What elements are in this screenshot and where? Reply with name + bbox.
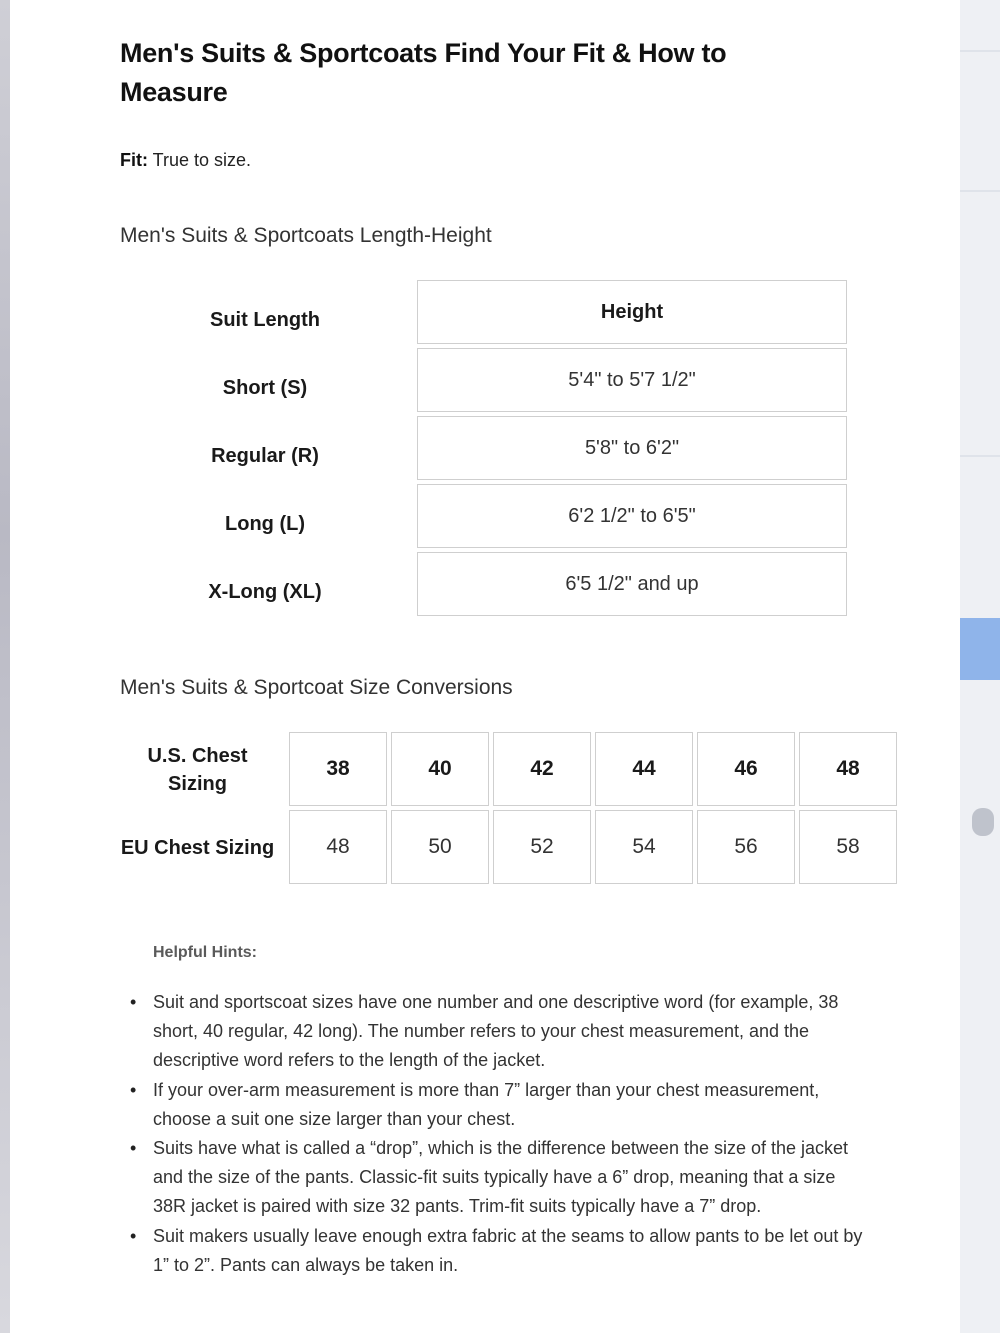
bullet-icon: • <box>130 992 137 1012</box>
hint-text: If your over-arm measurement is more than 7” larger than your chest measurement, choose a suit one size larger than your chest. <box>153 1079 820 1129</box>
background-blue-block <box>960 618 1000 680</box>
eu-size-cell: 48 <box>289 810 387 884</box>
size-guide-sheet <box>10 0 960 1333</box>
list-item <box>130 1076 863 1134</box>
us-size-cell: 46 <box>697 732 795 806</box>
fit-value: True to size. <box>152 150 252 170</box>
eu-size-cell: 54 <box>595 810 693 884</box>
height-cell: 5'8" to 6'2" <box>417 416 847 480</box>
suit-length-cell: Short (S) <box>222 376 308 399</box>
table-row <box>120 484 860 548</box>
us-size-cell: 48 <box>799 732 897 806</box>
suit-length-cell: Long (L) <box>225 512 305 535</box>
eu-size-cell: 52 <box>493 810 591 884</box>
hint-text: Suit makers usually leave enough extra fabric at the seams to allow pants to be let out by 1” to 2”. Pants can always be taken in. <box>153 1225 863 1275</box>
eu-size-cell: 58 <box>799 810 897 884</box>
column-header-height: Height <box>417 280 847 344</box>
us-chest-row <box>120 732 920 808</box>
background-scroll-thumb <box>972 808 994 836</box>
bullet-icon: • <box>130 1225 137 1246</box>
fit-label: Fit: <box>120 150 148 170</box>
background-divider <box>960 50 1000 52</box>
hint-text: Suits have what is called a “drop”, which is the difference between the size of the jacket and the size of the pants. Classic-fit suits typically have a 6” drop, meaning that a size 38R jacket is paired with size 32 pants. Trim-fit suits typically have a 7” drop. <box>153 1138 849 1217</box>
bullet-icon: • <box>130 1079 137 1100</box>
table-header-row <box>120 280 860 344</box>
height-cell: 6'5 1/2" and up <box>417 552 847 616</box>
hint-text: Suit and sportscoat sizes have one number and one descriptive word (for example, 38 short, 40 regular, 42 long). The number refers to your chest measurement, and the descriptive word refers to the length of the jacket. <box>153 992 839 1071</box>
us-chest-label: U.S. Chest Sizing <box>147 745 248 795</box>
suit-length-cell: Regular (R) <box>211 444 319 467</box>
eu-size-cell: 56 <box>697 810 795 884</box>
us-size-cell: 42 <box>493 732 591 806</box>
list-item <box>130 1222 863 1280</box>
us-size-cell: 38 <box>289 732 387 806</box>
suit-length-cell: X-Long (XL) <box>208 580 322 603</box>
height-cell: 6'2 1/2" to 6'5" <box>417 484 847 548</box>
eu-size-cell: 50 <box>391 810 489 884</box>
list-item <box>130 1134 863 1222</box>
background-divider <box>960 190 1000 192</box>
helpful-hints-list <box>130 988 863 1280</box>
list-item <box>130 988 863 1076</box>
length-height-heading: Men's Suits & Sportcoats Length-Height <box>120 224 492 247</box>
size-conversion-table <box>120 730 860 890</box>
eu-chest-row <box>120 810 920 886</box>
table-row <box>120 348 860 412</box>
us-size-cell: 44 <box>595 732 693 806</box>
column-header-suit-length: Suit Length <box>210 308 320 331</box>
fit-line <box>120 150 251 171</box>
background-right-panel <box>960 0 1000 1333</box>
helpful-hints-heading: Helpful Hints: <box>153 944 257 961</box>
bullet-icon: • <box>130 1138 137 1159</box>
us-size-cell: 40 <box>391 732 489 806</box>
eu-chest-label: EU Chest Sizing <box>120 837 275 859</box>
table-row <box>120 552 860 616</box>
size-conversion-heading: Men's Suits & Sportcoat Size Conversions <box>120 676 513 699</box>
height-cell: 5'4" to 5'7 1/2" <box>417 348 847 412</box>
page-title: Men's Suits & Sportcoats Find Your Fit & How to Measure <box>120 38 727 107</box>
table-row <box>120 416 860 480</box>
background-divider <box>960 455 1000 457</box>
